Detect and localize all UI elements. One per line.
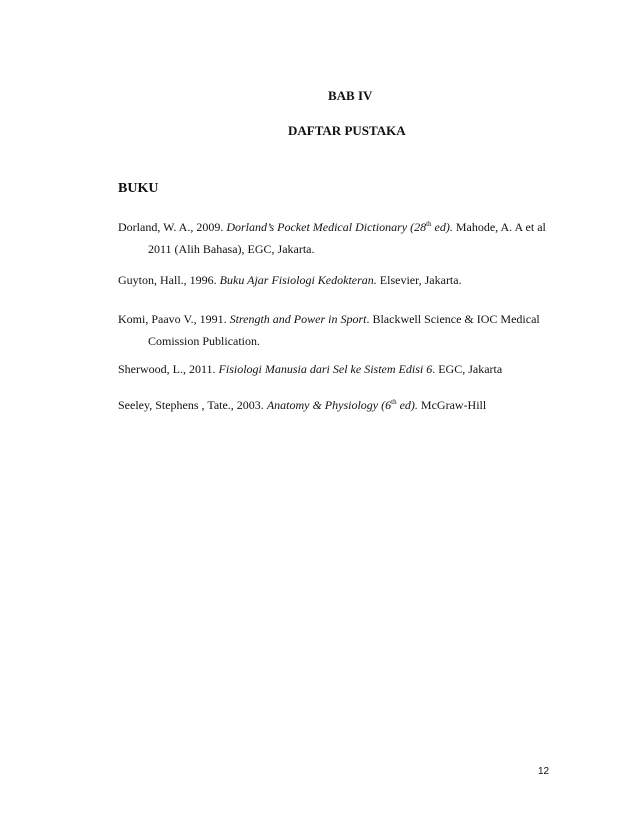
reference-title: Strength and Power in Sport xyxy=(229,312,367,326)
reference-publisher: . Blackwell Science & IOC Medical Comission Publication. xyxy=(148,312,540,348)
reference-title-end: ed). xyxy=(431,220,453,234)
reference-item xyxy=(118,216,558,260)
reference-item xyxy=(118,308,558,352)
reference-publisher: . EGC, Jakarta xyxy=(432,362,503,376)
reference-item xyxy=(118,269,558,291)
reference-author-year: Seeley, Stephens , Tate., 2003. xyxy=(118,398,267,412)
reference-title: Anatomy & Physiology (6 xyxy=(266,398,392,412)
chapter-title: DAFTAR PUSTAKA xyxy=(288,123,406,138)
reference-title-superscript: th xyxy=(426,220,432,228)
reference-publisher: McGraw-Hill xyxy=(417,398,487,412)
reference-title-superscript: th xyxy=(391,398,397,406)
reference-author-year: Sherwood, L., 2011. xyxy=(118,362,219,376)
reference-title: Buku Ajar Fisiologi Kedokteran. xyxy=(219,273,377,287)
chapter-number: BAB IV xyxy=(328,88,373,103)
page-number: 12 xyxy=(538,766,550,777)
reference-author-year: Komi, Paavo V., 1991. xyxy=(118,312,230,326)
reference-publisher: Mahode, A. A et al 2011 (Alih Bahasa), EGC, Jakarta. xyxy=(148,220,546,256)
reference-publisher: Elsevier, Jakarta. xyxy=(376,273,462,287)
reference-item xyxy=(118,394,558,416)
reference-author-year: Guyton, Hall., 1996. xyxy=(118,273,220,287)
reference-title: Fisiologi Manusia dari Sel ke Sistem Edisi 6 xyxy=(218,362,433,376)
reference-item xyxy=(118,358,558,380)
reference-author-year: Dorland, W. A., 2009. xyxy=(118,220,227,234)
section-heading: BUKU xyxy=(118,181,159,196)
reference-title-end: ed). xyxy=(396,398,418,412)
reference-title: Dorland’s Pocket Medical Dictionary (28 xyxy=(226,220,427,234)
